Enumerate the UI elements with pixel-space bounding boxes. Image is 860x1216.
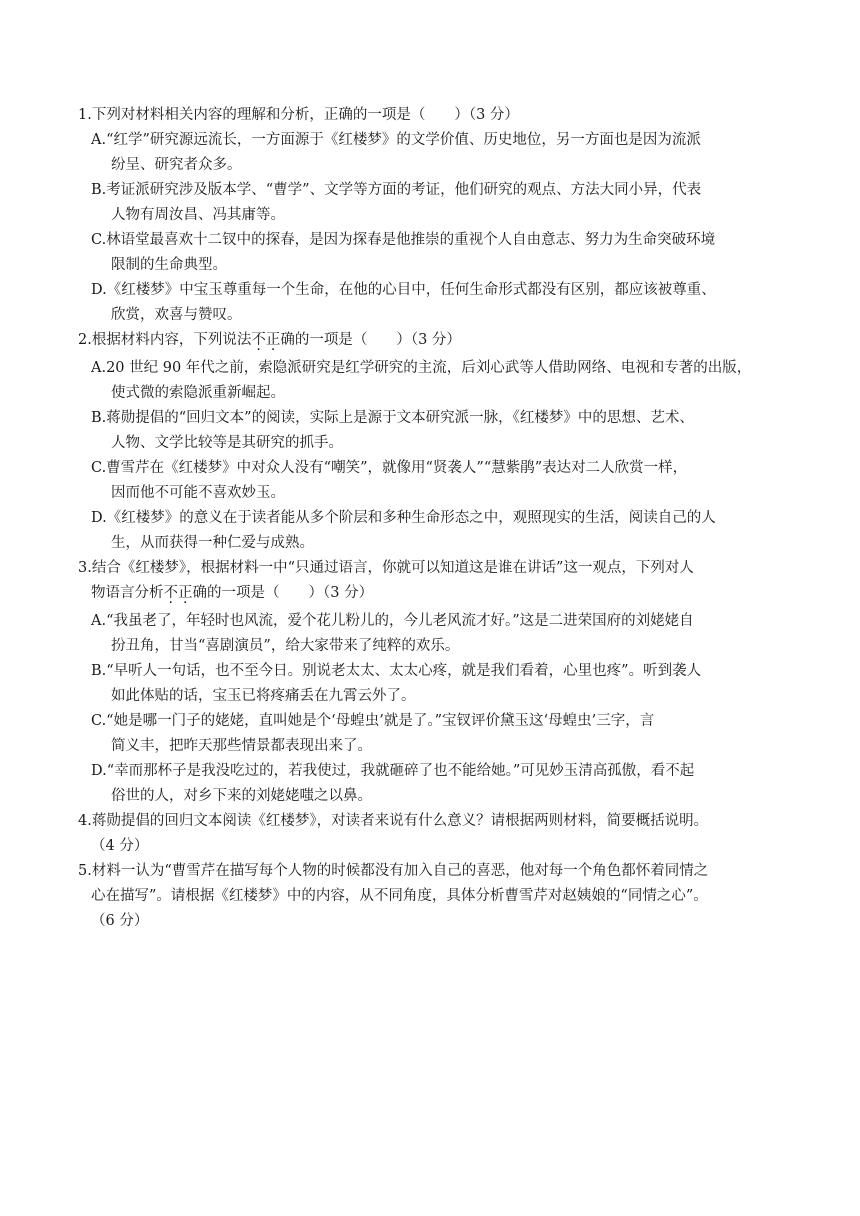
question-1-stem: 1.下列对材料相关内容的理解和分析，正确的一项是（ ）（3 分） (78, 107, 519, 123)
question-2-option-d: D.《红楼梦》的意义在于读者能从多个阶层和多种生命形态之中，观照现实的生活，阅读自己的人 (91, 510, 716, 526)
question-3-stem: 3.结合《红楼梦》，根据材料一中“只通过语言，你就可以知道这是谁在讲话”这一观点，下列对人 (78, 560, 694, 576)
question-5-stem: 5.材料一认为“曹雪芹在描写每个人物的时候都没有加入自己的喜恶，他对每一个角色都怀着同情之 (78, 863, 709, 879)
question-4-stem-cont: （4 分） (91, 838, 149, 854)
emphasis-dot-char: 正 (178, 585, 193, 601)
question-1-option-c: C.林语堂最喜欢十二钗中的探春，是因为探春是他推崇的重视个人自由意志、努力为生命突破环境 (91, 232, 716, 248)
question-3-stem-cont (91, 583, 373, 603)
question-1-option-d: D.《红楼梦》中宝玉尊重每一个生命，在他的心目中，任何生命形式都没有区别，都应该被尊重、 (91, 282, 716, 298)
question-3-option-b: B.“早听人一句话，也不至今日。别说老太太、太太心疼，就是我们看着，心里也疼”。听到袭人 (91, 663, 702, 679)
question-2-stem-after: 确的一项是（ ）（3 分） (280, 332, 461, 348)
emphasis-dot-char: 正 (265, 332, 281, 348)
question-3-stem-before: 物语言分析 (91, 585, 164, 601)
question-5-stem-cont-2: （6 分） (91, 913, 149, 929)
question-1-option-b: B.考证派研究涉及版本学、“曹学”、文学等方面的考证，他们研究的观点、方法大同小异，代表 (91, 182, 702, 198)
question-2-option-a: A.20 世纪 90 年代之前，索隐派研究是红学研究的主流，后刘心武等人借助网络、电视和专著的出版， (91, 360, 752, 376)
question-2-stem-before: 2.根据材料内容，下列说法 (78, 332, 252, 348)
question-2-option-b: B.蒋勋提倡的“回归文本”的阅读，实际上是源于文本研究派一脉，《红楼梦》中的思想、艺术、 (91, 410, 694, 426)
question-2-stem (78, 330, 461, 350)
question-2-option-c: C.曹雪芹在《红楼梦》中对众人没有“嘲笑”，就像用“贤袭人”“慧紫鹃”表达对二人欣赏一样， (91, 460, 688, 476)
question-1-option-d-cont: 欣赏，欢喜与赞叹。 (111, 307, 242, 323)
question-3-stem-after: 确的一项是（ ）（3 分） (192, 585, 374, 601)
question-2-option-a-cont: 使式微的索隐派重新崛起。 (111, 385, 285, 401)
question-2-option-b-cont: 人物、文学比较等是其研究的抓手。 (111, 435, 343, 451)
question-1-option-a-cont: 纷呈、研究者众多。 (111, 157, 242, 173)
question-1-option-a: A.“红学”研究源远流长，一方面源于《红楼梦》的文学价值、历史地位，另一方面也是因为流派 (91, 132, 701, 148)
question-3-option-a-cont: 扮丑角，甘当“喜剧演员”，给大家带来了纯粹的欢乐。 (111, 638, 460, 654)
question-2-option-d-cont: 生，从而获得一种仁爱与成熟。 (111, 535, 314, 551)
question-4-stem: 4.蒋勋提倡的回归文本阅读《红楼梦》，对读者来说有什么意义？请根据两则材料，简要概括说明。 (78, 813, 709, 829)
question-1-option-c-cont: 限制的生命典型。 (111, 257, 227, 273)
question-3-option-d: D.“幸而那杯子是我没吃过的，若我使过，我就砸碎了也不能给她。”可见妙玉清高孤傲，看不起 (91, 763, 695, 779)
question-1-option-b-cont: 人物有周汝昌、冯其庸等。 (111, 207, 285, 223)
question-3-option-c-cont: 简义丰，把昨天那些情景都表现出来了。 (111, 738, 372, 754)
emphasis-dot-char: 不 (251, 332, 266, 348)
question-2-option-c-cont: 因而他不可能不喜欢妙玉。 (111, 485, 285, 501)
question-3-option-b-cont: 如此体贴的话，宝玉已将疼痛丢在九霄云外了。 (111, 688, 416, 704)
question-3-option-d-cont: 俗世的人，对乡下来的刘姥姥嗤之以鼻。 (111, 788, 372, 804)
question-3-option-a: A.“我虽老了，年轻时也风流，爱个花儿粉儿的，今儿老风流才好。”这是二进荣国府的刘姥姥自 (91, 613, 694, 629)
question-3-option-c: C.“她是哪一门子的姥姥，直叫她是个‘母蝗虫’就是了。”宝钗评价黛玉这‘母蝗虫’三字，言 (91, 713, 655, 729)
emphasis-dot-char: 不 (163, 585, 178, 601)
question-5-stem-cont: 心在描写”。请根据《红楼梦》中的内容，从不同角度，具体分析曹雪芹对赵姨娘的“同情之心”。 (91, 888, 708, 904)
